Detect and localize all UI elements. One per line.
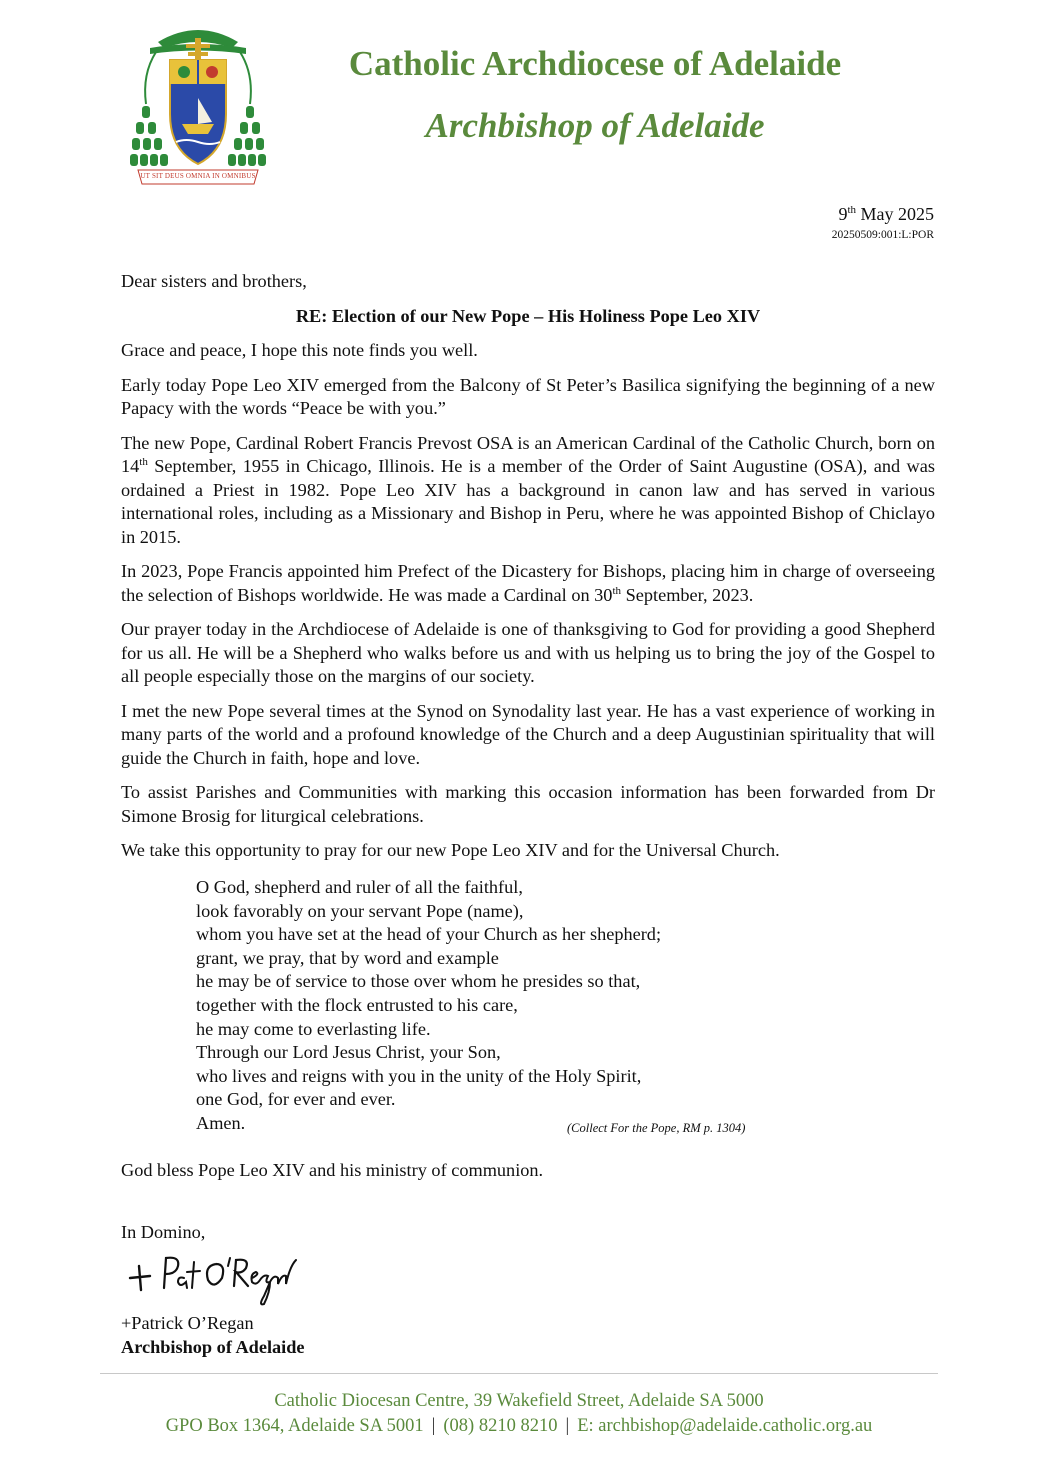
letter-reference: 20250509:001:L:POR — [831, 229, 934, 241]
prayer-line: look favorably on your servant Pope (name), — [196, 900, 524, 921]
subject-line: RE: Election of our New Pope – His Holiness Pope Leo XIV — [295, 305, 761, 326]
closing-blessing: God bless Pope Leo XIV and his ministry of communion. — [121, 1160, 544, 1180]
paragraph-5: Our prayer today in the Archdiocese of Adelaide is one of thanksgiving to God for providing a good Shepherd for us all. He will be a Shepherd who walks before us and with us helping us to bring the joy of the Gospel to all people especially those on the margins of our society. — [121, 619, 935, 686]
paragraph-2: Early today Pope Leo XIV emerged from the Balcony of St Peter’s Basilica signifying the beginning of a new Papacy with the words “Peace be with you.” — [121, 374, 935, 418]
signer-name: +Patrick O’Regan — [121, 1313, 254, 1333]
footer-separator: | — [565, 1416, 570, 1436]
letter-date: 9th May 2025 — [838, 204, 934, 224]
footer-separator: | — [431, 1416, 436, 1436]
prayer-line: Through our Lord Jesus Christ, your Son, — [196, 1042, 501, 1063]
prayer-line: O God, shepherd and ruler of all the faithful, — [196, 877, 523, 897]
prayer-line: he may come to everlasting life. — [196, 1018, 431, 1039]
crest-motto: UT SIT DEUS OMNIA IN OMNIBUS — [140, 172, 256, 180]
paragraph-4: In 2023, Pope Francis appointed him Prefect of the Dicastery for Bishops, placing him in charge of overseeing the selection of Bishops worldwide. He was made a Cardinal on 30th September, 2023. — [121, 561, 935, 605]
footer-email[interactable]: E: archbishop@adelaide.catholic.org.au — [577, 1416, 873, 1436]
paragraph-3: The new Pope, Cardinal Robert Francis Prevost OSA is an American Cardinal of the Catholic Church, born on 14th September, 1955 in Chicago, Illinois. He is a member of the Order of Saint Augustine (OSA), and was ordained a Priest in 1982. Pope Leo XIV has a background in canon law and has served in various international roles, including as a Missionary and Bishop in Peru, where he was appointed Bishop of Chiclayo in 2015. — [121, 432, 935, 547]
paragraph-8: We take this opportunity to pray for our new Pope Leo XIV and for the Universal Church. — [121, 840, 780, 860]
prayer-line: he may be of service to those over whom he presides so that, — [196, 971, 641, 992]
letter-body — [121, 270, 935, 874]
letterhead-title: Catholic Archdiocese of Adelaide — [348, 44, 842, 83]
prayer-line: grant, we pray, that by word and example — [196, 947, 499, 968]
prayer-line: whom you have set at the head of your Church as her shepherd; — [196, 924, 662, 945]
paragraph-1: Grace and peace, I hope this note finds you well. — [121, 340, 478, 360]
prayer-line: who lives and reigns with you in the unity of the Holy Spirit, — [196, 1065, 642, 1086]
coat-of-arms-icon — [128, 14, 268, 186]
prayer-block — [196, 876, 816, 1136]
letterhead-subtitle: Archbishop of Adelaide — [425, 106, 765, 145]
prayer-citation: (Collect For the Pope, RM p. 1304) — [567, 1121, 746, 1135]
prayer-line: one God, for ever and ever. — [196, 1089, 396, 1110]
paragraph-6: I met the new Pope several times at the Synod on Synodality last year. He has a vast experience of working in many parts of the world and a profound knowledge of the Church and a deep Augustinian spirituality that will guide the Church in faith, hope and love. — [121, 700, 935, 768]
paragraph-7: To assist Parishes and Communities with marking this occasion information has been forwarded from Dr Simone Brosig for liturgical celebrations. — [121, 782, 935, 826]
footer-address: Catholic Diocesan Centre, 39 Wakefield Street, Adelaide SA 5000 — [274, 1391, 764, 1411]
footer-divider — [100, 1373, 938, 1374]
prayer-line: together with the flock entrusted to his care, — [196, 994, 518, 1015]
footer-phone[interactable]: (08) 8210 8210 — [443, 1416, 558, 1436]
footer-contact — [0, 1416, 1038, 1437]
handwritten-signature — [124, 1252, 300, 1310]
signer-title: Archbishop of Adelaide — [121, 1337, 305, 1357]
valediction: In Domino, — [121, 1222, 206, 1242]
salutation: Dear sisters and brothers, — [121, 271, 307, 291]
footer-po-box: GPO Box 1364, Adelaide SA 5001 — [165, 1416, 424, 1436]
prayer-line: Amen. — [196, 1112, 246, 1133]
